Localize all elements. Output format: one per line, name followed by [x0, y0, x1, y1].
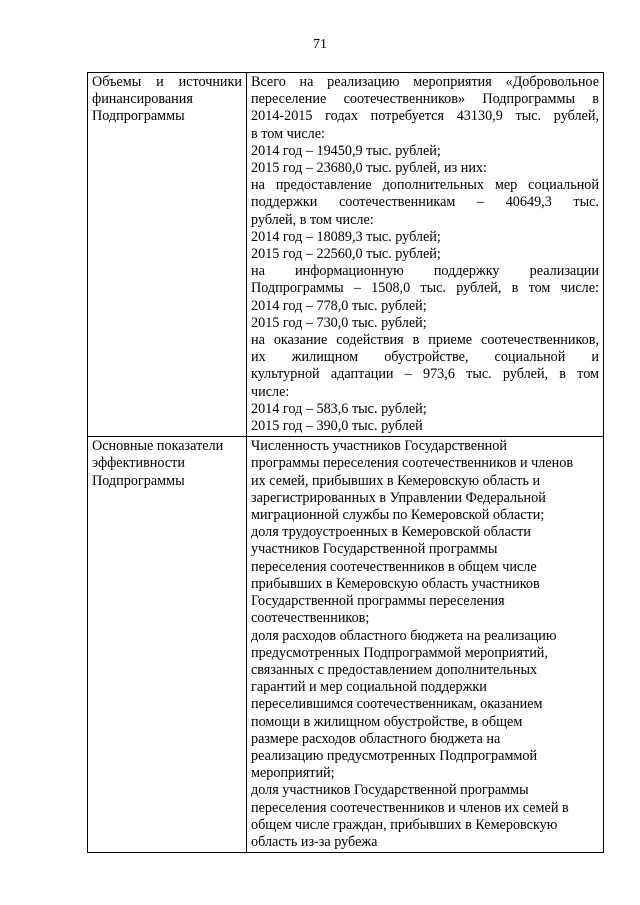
table-row-indicators	[88, 437, 604, 853]
content-line: соотечественников;	[251, 610, 370, 627]
table-row-financing	[88, 73, 604, 437]
content-line: связанных с предоставлением дополнительных	[251, 661, 538, 678]
content-line: помощи в жилищном обустройстве, в общем	[251, 713, 523, 730]
content-line: общем числе граждан, прибывших в Кемеровскую	[251, 816, 558, 833]
content-line: область из-за рубежа	[251, 833, 378, 850]
content-line: доля трудоустроенных в Кемеровской области	[251, 524, 531, 541]
content-line: доля участников Государственной программы	[251, 782, 529, 799]
content-line: миграционной службы по Кемеровской области;	[251, 507, 545, 524]
content-line: реализацию предусмотренных Подпрограммой	[251, 747, 538, 764]
content-line: мероприятий;	[251, 765, 335, 782]
content-line: участников Государственной программы	[251, 541, 498, 558]
row-label-indicators	[88, 437, 247, 853]
content-line: 2014 год – 583,6 тыс. рублей;	[251, 400, 427, 417]
label-line: эффективности	[92, 455, 185, 472]
content-line: переселения соотечественников в общем числе	[251, 558, 537, 575]
label-line: финансирования	[92, 91, 193, 108]
content-line: поддержки соотечественникам – 40649,3 тыс.	[251, 194, 599, 211]
content-line: доля расходов областного бюджета на реализацию	[251, 627, 557, 644]
content-line: 2014 год – 778,0 тыс. рублей;	[251, 297, 427, 314]
content-line: числе:	[251, 383, 290, 400]
content-line: размере расходов областного бюджета на	[251, 730, 501, 747]
content-line: их жилищном обустройстве, социальной и	[251, 349, 599, 366]
content-line: гарантий и мер социальной поддержки	[251, 679, 487, 696]
label-line: Подпрограммы	[92, 472, 185, 489]
content-line: программы переселения соотечественников и членов	[251, 455, 574, 472]
content-line: на оказание содействия в приеме соотечественников,	[251, 332, 599, 349]
content-line: 2014 год – 18089,3 тыс. рублей;	[251, 228, 441, 245]
content-line: переселения соотечественников и членов их семей в	[251, 799, 569, 816]
content-line: Численность участников Государственной	[251, 438, 507, 455]
content-line: прибывших в Кемеровскую область участников	[251, 575, 540, 592]
content-line: культурной адаптации – 973,6 тыс. рублей, в том	[251, 366, 599, 383]
content-line: предусмотренных Подпрограммой мероприятий,	[251, 644, 548, 661]
content-line: зарегистрированных в Управлении Федеральной	[251, 489, 546, 506]
content-line: их семей, прибывших в Кемеровскую область и	[251, 472, 541, 489]
label-line: Подпрограммы	[92, 108, 185, 125]
content-line: 2015 год – 390,0 тыс. рублей	[251, 418, 423, 435]
content-line: на предоставление дополнительных мер социальной	[251, 177, 599, 194]
row-label-financing	[88, 73, 247, 437]
content-line: Подпрограммы – 1508,0 тыс. рублей, в том числе:	[251, 280, 599, 297]
row-content-financing	[247, 73, 604, 437]
content-line: на информационную поддержку реализации	[251, 263, 599, 280]
content-line: 2015 год – 730,0 тыс. рублей;	[251, 314, 427, 331]
label-line: Объемы и источники	[92, 74, 242, 90]
content-line: Всего на реализацию мероприятия «Добровольное	[251, 74, 599, 90]
content-line: Государственной программы переселения	[251, 593, 505, 610]
content-line: 2014 год – 19450,9 тыс. рублей;	[251, 142, 441, 159]
row-content-indicators	[247, 437, 604, 853]
content-line: рублей, в том числе:	[251, 211, 374, 228]
content-line: в том числе:	[251, 125, 325, 142]
content-line: 2014-2015 годах потребуется 43130,9 тыс. рублей,	[251, 108, 599, 125]
label-line: Основные показатели	[92, 438, 224, 455]
page-number: 71	[313, 37, 327, 52]
content-line: 2015 год – 22560,0 тыс. рублей;	[251, 246, 441, 263]
content-line: переселившимся соотечественникам, оказанием	[251, 696, 543, 713]
content-line: переселение соотечественников» Подпрограммы в	[251, 91, 599, 108]
content-line: 2015 год – 23680,0 тыс. рублей, из них:	[251, 160, 487, 177]
subprogram-passport-table	[87, 72, 604, 853]
